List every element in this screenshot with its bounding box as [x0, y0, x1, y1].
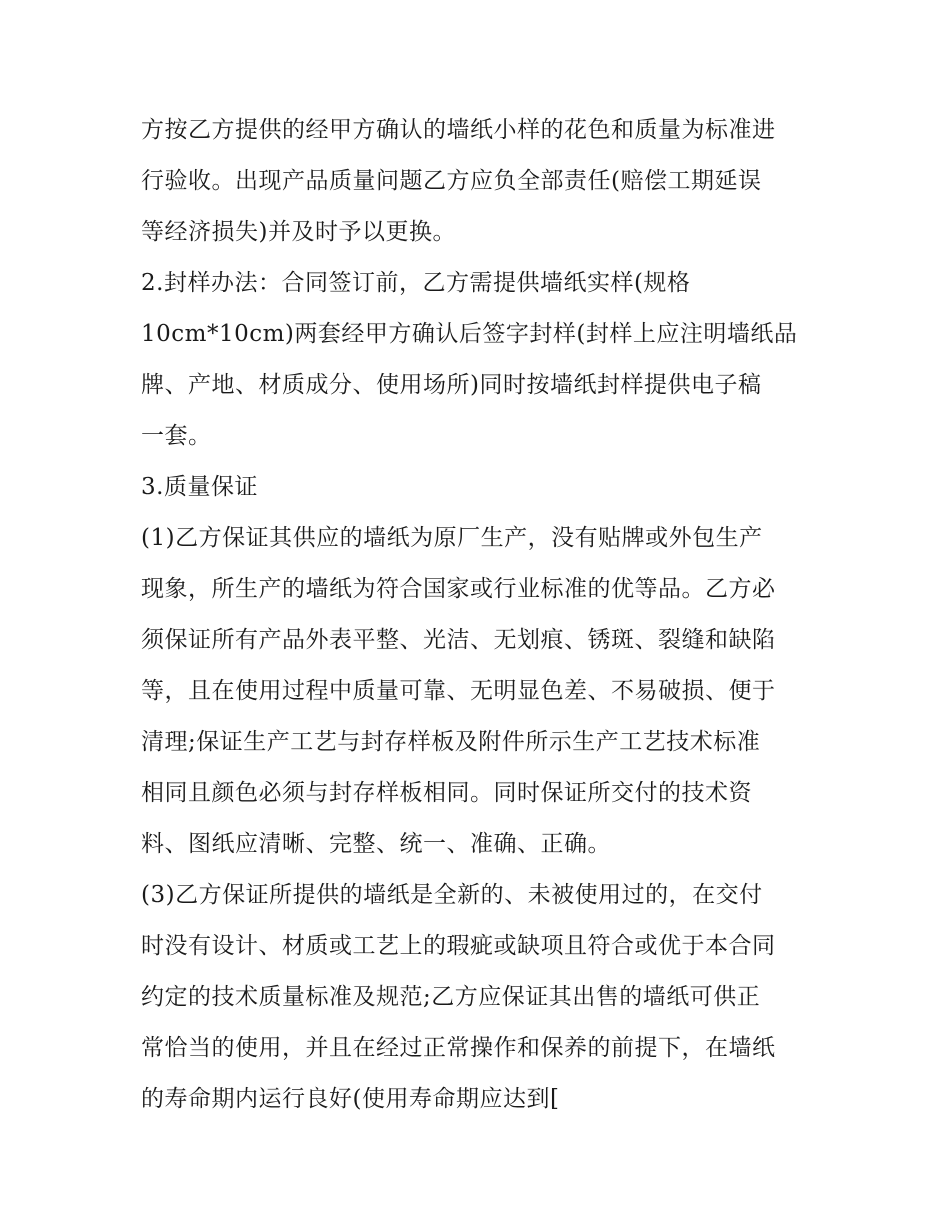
text-line: 一套。 — [141, 423, 212, 449]
section-heading-quality: 3.质量保证 — [141, 474, 258, 500]
text-line: 牌、产地、材质成分、使用场所)同时按墙纸封样提供电子稿 — [141, 372, 762, 398]
text-line: 现象，所生产的墙纸为符合国家或行业标准的优等品。乙方必 — [141, 576, 776, 602]
text-line: (1)乙方保证其供应的墙纸为原厂生产，没有贴牌或外包生产 — [141, 525, 763, 551]
text-line: 料、图纸应清晰、完整、统一、准确、正确。 — [141, 831, 611, 857]
text-line: (3)乙方保证所提供的墙纸是全新的、未被使用过的，在交付 — [141, 882, 763, 908]
text-line: 常恰当的使用，并且在经过正常操作和保养的前提下，在墙纸 — [141, 1035, 776, 1061]
text-line: 相同且颜色必须与封存样板相同。同时保证所交付的技术资 — [141, 780, 752, 806]
text-line: 等经济损失)并及时予以更换。 — [141, 219, 456, 245]
text-line: 10cm*10cm)两套经甲方确认后签字封样(封样上应注明墙纸品 — [141, 321, 798, 347]
text-line: 约定的技术质量标准及规范;乙方应保证其出售的墙纸可供正 — [141, 984, 761, 1010]
text-line: 方按乙方提供的经甲方确认的墙纸小样的花色和质量为标准进 — [141, 117, 776, 143]
text-line: 清理;保证生产工艺与封存样板及附件所示生产工艺技术标准 — [141, 729, 761, 755]
text-line: 时没有设计、材质或工艺上的瑕疵或缺项且符合或优于本合同 — [141, 933, 776, 959]
text-line: 须保证所有产品外表平整、光洁、无划痕、锈斑、裂缝和缺陷 — [141, 627, 776, 653]
text-line: 等，且在使用过程中质量可靠、无明显色差、不易破损、便于 — [141, 678, 776, 704]
document-body — [141, 105, 821, 1125]
text-line: 的寿命期内运行良好(使用寿命期应达到[ — [141, 1086, 560, 1112]
text-line: 行验收。出现产品质量问题乙方应负全部责任(赔偿工期延误 — [141, 168, 762, 194]
section-heading-sealing: 2.封样办法：合同签订前，乙方需提供墙纸实样(规格 — [141, 270, 691, 296]
